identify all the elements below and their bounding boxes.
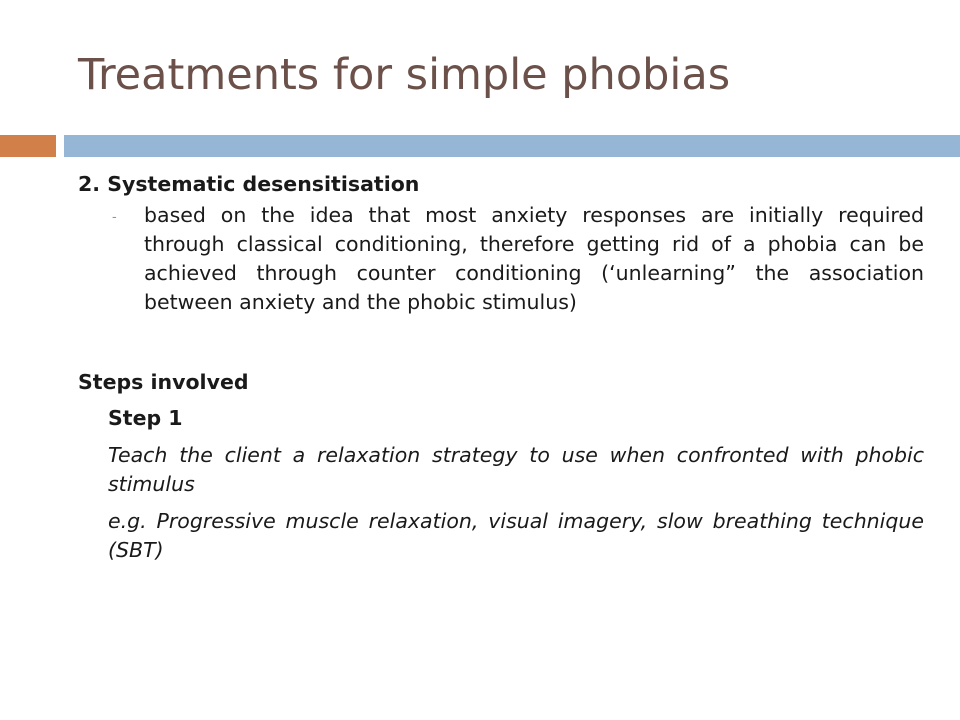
bullet-list: [78, 201, 924, 317]
accent-bar: [0, 135, 56, 157]
step-label: Step 1: [108, 406, 183, 430]
bullet-item: [78, 201, 924, 317]
title-rule-bar: [64, 135, 960, 157]
section-heading: 2. Systematic desensitisation: [78, 172, 420, 196]
step-block: [108, 404, 924, 565]
slide-content: [78, 170, 924, 573]
slide-title: Treatments for simple phobias: [78, 50, 731, 100]
bullet-text: based on the idea that most anxiety responses are initially required through classical conditioning, therefore getting rid of a phobia can be achieved through counter conditioning (‘unlearning” the association between anxiety and the phobic stimulus): [144, 203, 924, 314]
step-description: Teach the client a relaxation strategy to use when confronted with phobic stimulus: [108, 443, 924, 496]
step-example: e.g. Progressive muscle relaxation, visual imagery, slow breathing technique (SBT): [108, 509, 924, 562]
dash-bullet-icon: -: [112, 210, 117, 225]
steps-heading: Steps involved: [78, 370, 249, 394]
